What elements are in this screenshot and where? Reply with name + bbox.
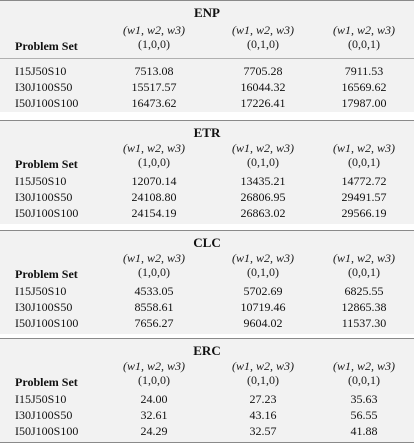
cell-value: 7911.53 xyxy=(344,64,384,78)
weights-label: (w1, w2, w3) xyxy=(122,141,185,155)
table-section-clc xyxy=(0,230,414,334)
cell-value: 14772.72 xyxy=(341,174,387,188)
table-row xyxy=(0,173,414,189)
column-header-2 xyxy=(213,359,313,387)
table-row xyxy=(0,423,414,439)
weight-vector: (1,0,0) xyxy=(138,155,170,169)
weight-vector: (1,0,0) xyxy=(138,265,170,279)
row-label: I15J50S10 xyxy=(15,64,67,78)
column-header-3 xyxy=(314,251,414,279)
weight-vector: (1,0,0) xyxy=(138,373,170,387)
weight-vector: (0,1,0) xyxy=(247,373,279,387)
weight-vector: (0,0,1) xyxy=(348,37,380,51)
weight-vector: (0,1,0) xyxy=(247,37,279,51)
cell-value: 29566.19 xyxy=(341,206,387,220)
column-header-3 xyxy=(314,141,414,169)
problem-set-header: Problem Set xyxy=(15,267,78,281)
weight-vector: (0,1,0) xyxy=(247,265,279,279)
weights-label: (w1, w2, w3) xyxy=(332,141,395,155)
header-divider xyxy=(0,58,414,59)
cell-value: 27.23 xyxy=(249,392,277,406)
weights-label: (w1, w2, w3) xyxy=(332,359,395,373)
row-label: I15J50S10 xyxy=(15,392,67,406)
table-row xyxy=(0,205,414,221)
table-row xyxy=(0,283,414,299)
section-title: CLC xyxy=(193,235,221,250)
cell-value: 41.88 xyxy=(350,424,378,438)
cell-value: 17987.00 xyxy=(341,96,387,110)
cell-value: 7656.27 xyxy=(134,316,174,330)
row-label: I50J100S100 xyxy=(15,96,79,110)
cell-value: 16473.62 xyxy=(131,96,177,110)
section-title: ENP xyxy=(194,5,220,20)
cell-value: 4533.05 xyxy=(134,284,174,298)
cell-value: 43.16 xyxy=(249,408,277,422)
row-label: I30J100S50 xyxy=(15,300,73,314)
table-row xyxy=(0,299,414,315)
table-row xyxy=(0,407,414,423)
weights-label: (w1, w2, w3) xyxy=(231,23,294,37)
row-label: I15J50S10 xyxy=(15,174,67,188)
row-label: I30J100S50 xyxy=(15,190,73,204)
cell-value: 16569.62 xyxy=(341,80,387,94)
weights-label: (w1, w2, w3) xyxy=(231,359,294,373)
cell-value: 5702.69 xyxy=(243,284,283,298)
cell-value: 12070.14 xyxy=(131,174,177,188)
cell-value: 15517.57 xyxy=(131,80,177,94)
weights-label: (w1, w2, w3) xyxy=(122,251,185,265)
weights-label: (w1, w2, w3) xyxy=(231,251,294,265)
row-label: I50J100S100 xyxy=(15,424,79,438)
cell-value: 26806.95 xyxy=(240,190,286,204)
problem-set-header: Problem Set xyxy=(15,39,78,53)
cell-value: 11537.30 xyxy=(341,316,387,330)
row-label: I50J100S100 xyxy=(15,316,79,330)
row-label: I50J100S100 xyxy=(15,206,79,220)
column-header-2 xyxy=(213,251,313,279)
weights-label: (w1, w2, w3) xyxy=(231,141,294,155)
cell-value: 32.61 xyxy=(140,408,168,422)
column-header-3 xyxy=(314,359,414,387)
cell-value: 24.29 xyxy=(140,424,168,438)
cell-value: 7513.08 xyxy=(134,64,174,78)
section-title: ERC xyxy=(193,343,221,358)
column-header-1 xyxy=(104,141,204,169)
cell-value: 9604.02 xyxy=(243,316,283,330)
section-title: ETR xyxy=(193,125,221,140)
weight-vector: (0,0,1) xyxy=(348,265,380,279)
table-row xyxy=(0,391,414,407)
weight-vector: (0,1,0) xyxy=(247,155,279,169)
cell-value: 6825.55 xyxy=(344,284,384,298)
row-label: I30J100S50 xyxy=(15,408,73,422)
cell-value: 24154.19 xyxy=(131,206,177,220)
cell-value: 12865.38 xyxy=(341,300,387,314)
table-section-etr xyxy=(0,120,414,224)
table-row xyxy=(0,315,414,331)
table-row xyxy=(0,189,414,205)
cell-value: 29491.57 xyxy=(341,190,387,204)
weight-vector: (0,0,1) xyxy=(348,155,380,169)
problem-set-header: Problem Set xyxy=(15,375,78,389)
row-label: I30J100S50 xyxy=(15,80,73,94)
weights-label: (w1, w2, w3) xyxy=(332,251,395,265)
cell-value: 32.57 xyxy=(249,424,277,438)
row-label: I15J50S10 xyxy=(15,284,67,298)
cell-value: 26863.02 xyxy=(240,206,286,220)
cell-value: 24.00 xyxy=(140,392,168,406)
cell-value: 8558.61 xyxy=(134,300,174,314)
cell-value: 10719.46 xyxy=(240,300,286,314)
weight-vector: (0,0,1) xyxy=(348,373,380,387)
weights-label: (w1, w2, w3) xyxy=(332,23,395,37)
column-header-2 xyxy=(213,141,313,169)
column-header-1 xyxy=(104,359,204,387)
cell-value: 16044.32 xyxy=(240,80,286,94)
column-header-1 xyxy=(104,23,204,51)
table-row xyxy=(0,79,414,95)
table-row xyxy=(0,95,414,111)
table-section-erc xyxy=(0,338,414,442)
cell-value: 35.63 xyxy=(350,392,378,406)
cell-value: 7705.28 xyxy=(243,64,283,78)
weights-label: (w1, w2, w3) xyxy=(122,359,185,373)
cell-value: 56.55 xyxy=(350,408,378,422)
weight-vector: (1,0,0) xyxy=(138,37,170,51)
problem-set-header: Problem Set xyxy=(15,157,78,171)
cell-value: 24108.80 xyxy=(131,190,177,204)
column-header-1 xyxy=(104,251,204,279)
column-header-3 xyxy=(314,23,414,51)
cell-value: 17226.41 xyxy=(240,96,286,110)
weights-label: (w1, w2, w3) xyxy=(122,23,185,37)
table-section-enp xyxy=(0,0,414,112)
column-header-2 xyxy=(213,23,313,51)
table-row xyxy=(0,63,414,79)
cell-value: 13435.21 xyxy=(240,174,286,188)
